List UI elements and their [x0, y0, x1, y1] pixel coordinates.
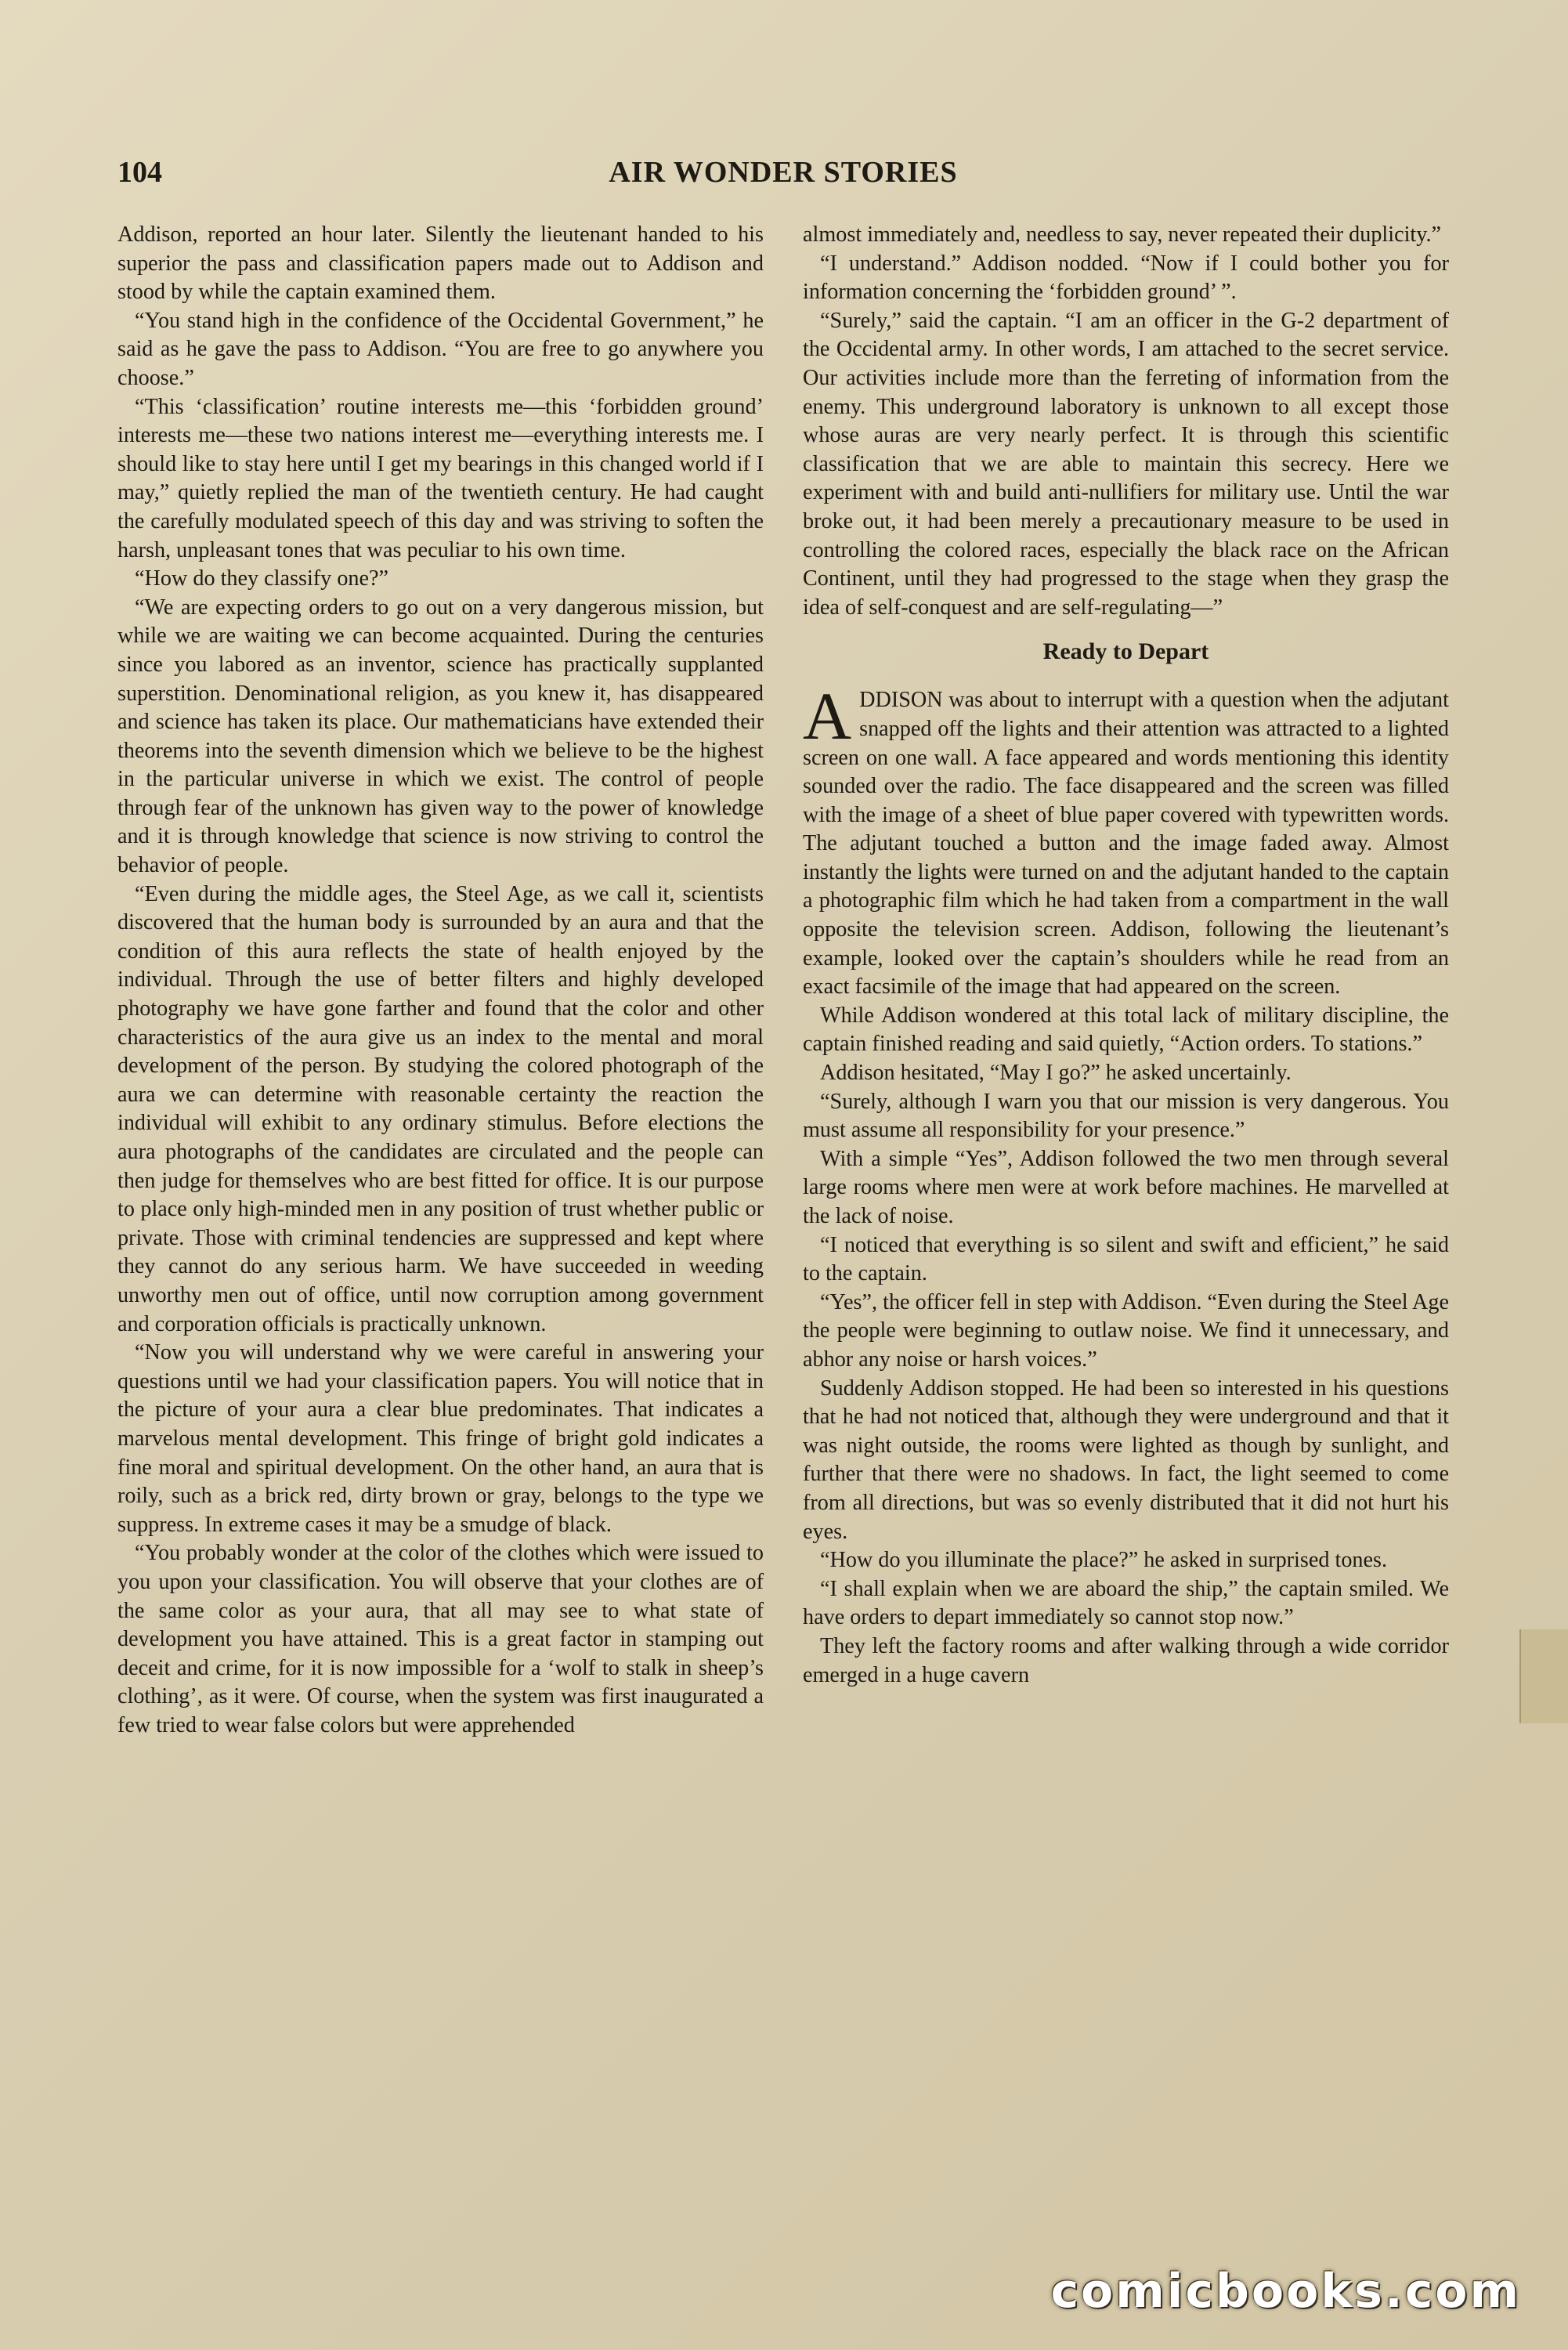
paragraph: “We are expecting orders to go out on a very dangerous mission, but while we are waiting we can become acquainted. During the centuries since you labored as an inventor, science has practically supplanted superstition. Denominational religion, as you knew it, has disappeared and science has taken its place. Our mathematicians have extended their theorems into the seventh dimension which we believe to be the highest in the particular universe in which we exist. The control of people through fear of the unknown has given way to the power of knowledge and it is through knowledge that science is now striving to control the behavior of people. — [117, 595, 764, 878]
paragraph: “Now you will understand why we were careful in answering your questions until we had your classification papers. You will notice that in the picture of your aura a clear blue predominates. That indicates a marvelous mental development. This fringe of bright gold indicates a fine moral and spiritual development. On the other hand, an aura that is roily, such as a brick red, dirty brown or gray, belongs to the type we suppress. In extreme cases it may be a smudge of black. — [117, 1340, 764, 1537]
watermark: comicbooks.com — [1050, 2264, 1521, 2319]
drop-cap-paragraph-text: DDISON was about to interrupt with a question when the adjutant snapped off the lights and their attention was attracted to a lighted screen on one wall. A face appeared and words mentioning this identity sounded over the radio. The face disappeared and the screen was filled with the image of a sheet of blue paper covered with typewritten words. The adjutant touched a button and the image faded away. Almost instantly the lights were turned on and the adjutant handed to the captain a photographic film which he had taken from a compartment in the wall opposite the television screen. Addison, following the lieutenant’s example, looked over the captain’s shoulders while he read from an exact facsimile of the image that had appeared on the screen. — [803, 688, 1449, 1000]
right-column — [803, 221, 1449, 2214]
paragraph: “Even during the middle ages, the Steel Age, as we call it, scientists discovered that the human body is surrounded by an aura and that the condition of this aura reflects the state of health enjoyed by the individual. Through the use of better filters and highly developed photography we have gone farther and found that the color and other characteristics of the aura give us an index to the mental and moral development of the person. By studying the colored photograph of the aura we can determine with reasonable certainty the reaction the individual will exhibit to any ordinary stimulus. Before elections the aura photographs of the candidates are circulated and the people can then judge for themselves who are best fitted for office. It is our purpose to place only high-minded men in any position of trust whether public or private. Those with criminal tendencies are suppressed and kept where they cannot do any serious harm. We have succeeded in weeding unworthy men out of office, until now corruption among government and corporation officials is practically unknown. — [117, 881, 764, 1336]
section-subheading: Ready to Depart — [1042, 638, 1209, 665]
drop-cap-paragraph — [803, 678, 1449, 1002]
left-column — [117, 221, 764, 2214]
paragraph: “How do they classify one?” — [135, 566, 389, 591]
paragraph: “I noticed that everything is so silent and swift and efficient,” he said to the captain. — [803, 1232, 1449, 1286]
paragraph: “I understand.” Addison nodded. “Now if I could bother you for information concerning the ‘forbidden ground’ ”. — [803, 251, 1449, 305]
paragraph: “You probably wonder at the color of the clothes which were issued to you upon your classification. You will observe that your clothes are of the same color as your aura, that all may see to what state of development you have attained. This is a great factor in stamping out deceit and crime, for it is now impossible for a ‘wolf to stalk in sheep’s clothing’, as it were. Of course, when the system was first inaugurated a few tried to wear false colors but were apprehended — [117, 1541, 764, 1737]
page-edge-damage — [1519, 1629, 1568, 1723]
right-column-bottom — [803, 1002, 1449, 1690]
paragraph: Addison, reported an hour later. Silently the lieutenant handed to his superior the pass and classification papers made out to Addison and stood by while the captain examined them. — [117, 222, 764, 305]
paragraph: “Surely,” said the captain. “I am an officer in the G-2 department of the Occidental army. In other words, I am attached to the secret service. Our activities include more than the ferreting of information from the enemy. This underground laboratory is unknown to all except those whose auras are very nearly perfect. It is through this scientific classification that we are able to maintain this secrecy. Here we experiment with and build anti-nullifiers for military use. Until the war broke out, it had been merely a precautionary measure to be used in controlling the colored races, especially the black race on the African Continent, until they had progressed to the stage when they grasp the idea of self-conquest and are self-regulating—” — [803, 308, 1449, 620]
paragraph: “This ‘classification’ routine interests me—this ‘forbidden ground’ interests me—these two nations interest me—everything interests me. I should like to stay here until I get my bearings in this changed world if I may,” quietly replied the man of the twentieth century. He had caught the carefully modulated speech of this day and was striving to soften the harsh, unpleasant tones that was peculiar to his own time. — [117, 394, 764, 562]
paragraph: Suddenly Addison stopped. He had been so interested in his questions that he had not noticed that, although they were underground and that it was night outside, the rooms were lighted as though by sunlight, and further that there were no shadows. In fact, the light seemed to come from all directions, but was so evenly distributed that it did not hurt his eyes. — [803, 1376, 1449, 1544]
paragraph: “Surely, although I warn you that our mission is very dangerous. You must assume all responsibility for your presence.” — [803, 1089, 1449, 1143]
right-column-top — [803, 221, 1449, 622]
page-header — [117, 149, 1449, 196]
paragraph: With a simple “Yes”, Addison followed the two men through several large rooms where men were at work before machines. He marvelled at the lack of noise. — [803, 1146, 1449, 1228]
running-head: AIR WONDER STORIES — [609, 156, 958, 189]
paragraph: They left the factory rooms and after walking through a wide corridor emerged in a huge cavern — [803, 1633, 1449, 1687]
paragraph: While Addison wondered at this total lack of military discipline, the captain finished reading and said quietly, “Action orders. To stations.” — [803, 1003, 1449, 1057]
text-columns — [117, 221, 1449, 2214]
paragraph: “How do you illuminate the place?” he asked in surprised tones. — [820, 1548, 1388, 1573]
paragraph: “I shall explain when we are aboard the ship,” the captain smiled. We have orders to depart immediately so cannot stop now.” — [803, 1576, 1449, 1630]
paragraph: Addison hesitated, “May I go?” he asked uncertainly. — [820, 1061, 1292, 1086]
paragraph: “Yes”, the officer fell in step with Addison. “Even during the Steel Age the people were beginning to outlaw noise. We find it unnecessary, and abhor any noise or harsh voices.” — [803, 1289, 1449, 1372]
paragraph: almost immediately and, needless to say, never repeated their duplicity.” — [803, 222, 1442, 247]
drop-cap: A — [803, 678, 852, 754]
page-number: 104 — [117, 156, 162, 189]
paragraph: “You stand high in the confidence of the Occidental Government,” he said as he gave the pass to Addison. “You are free to go anywhere you choose.” — [117, 308, 764, 390]
